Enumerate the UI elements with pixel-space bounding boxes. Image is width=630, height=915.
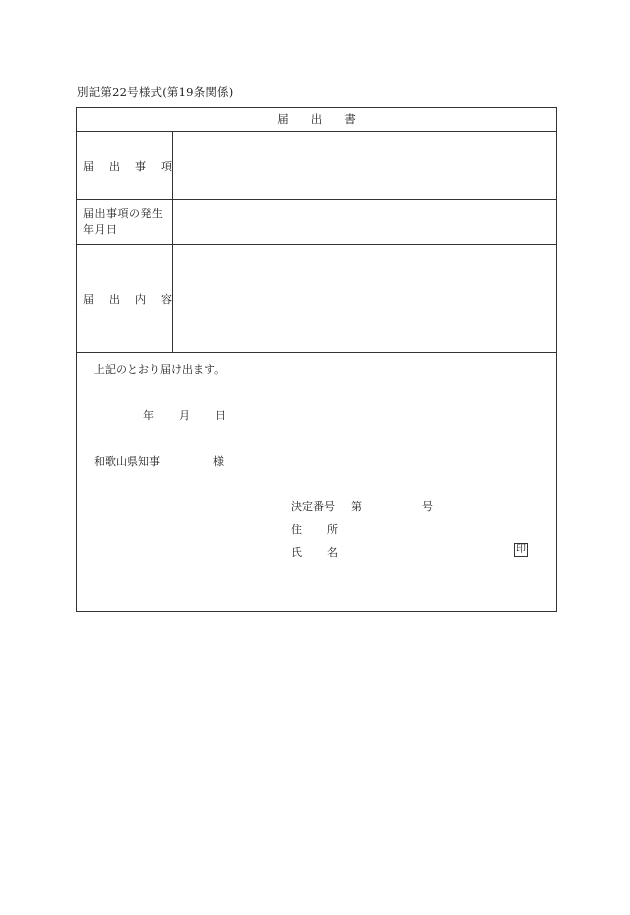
form-caption: 別記第22号様式(第19条関係): [77, 85, 234, 99]
address-label-char1: 住: [291, 523, 302, 536]
addressee-name: 和歌山県知事: [94, 455, 160, 468]
decision-number-label: 決定番号: [291, 500, 335, 513]
seal-icon: 印: [516, 544, 526, 555]
decision-number-prefix: 第: [351, 500, 362, 513]
label-notification-content: 届出内容: [77, 245, 173, 352]
name-label-char2: 名: [327, 546, 338, 559]
declaration-section: [77, 353, 556, 611]
name-label-char1: 氏: [291, 546, 302, 559]
row-notification-content: [77, 245, 556, 353]
label-notification-item: 届出事項: [77, 132, 173, 199]
field-notification-content[interactable]: [173, 245, 556, 352]
date-month-label: 月: [179, 409, 190, 422]
field-notification-item[interactable]: [173, 132, 556, 199]
row-occurrence-date: [77, 200, 556, 245]
label-occurrence-date: 届出事項の発生年月日: [77, 200, 173, 244]
date-year-label: 年: [143, 409, 154, 422]
decision-number-suffix: 号: [422, 500, 433, 513]
addressee-honorific: 様: [213, 455, 224, 468]
field-occurrence-date[interactable]: [173, 200, 556, 244]
address-label-char2: 所: [327, 523, 338, 536]
form-title: 届出書: [77, 108, 556, 132]
row-notification-item: [77, 132, 556, 200]
notification-form: [76, 107, 557, 612]
date-day-label: 日: [215, 409, 226, 422]
statement-text: 上記のとおり届け出ます。: [94, 363, 226, 376]
